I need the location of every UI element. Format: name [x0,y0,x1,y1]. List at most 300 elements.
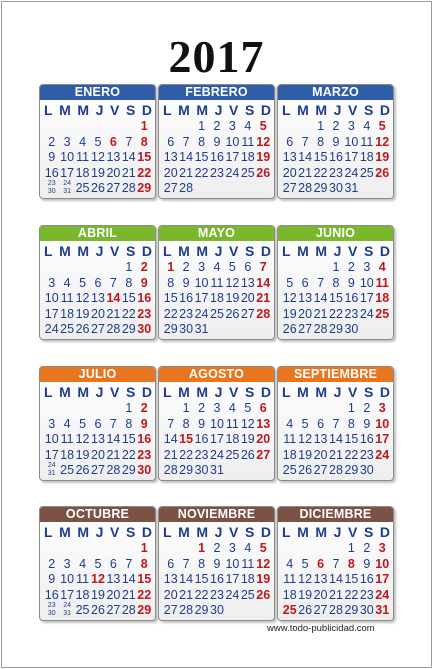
weekday-label: D [379,524,390,540]
weekday-label: L [282,384,291,400]
day-cell: 26 [282,322,297,336]
day-cell: 6 [94,416,102,431]
weekday-label: V [229,524,239,540]
week-row [282,401,390,417]
month-junio [277,225,394,340]
weekday-row [40,100,155,119]
day-cell [240,603,255,619]
day-cell [75,119,90,135]
day-cell: 15 [344,432,359,446]
weekday-label: M [315,524,328,540]
day-cell: 5 [94,556,102,571]
day-cell: 28 [313,322,328,336]
day-cell: 12 [240,416,255,431]
day-cell: 7 [182,134,190,149]
weekday-label: J [333,524,342,540]
day-cell: 24 [359,306,374,321]
month-agosto [158,366,275,481]
day-cell: 8 [167,275,175,290]
day-cell: 26 [298,463,313,477]
day-cell: 11 [76,572,90,586]
day-cell: 30 [137,322,152,336]
weekday-label: S [125,384,136,400]
day-cell: 14 [179,150,194,164]
day-cell [121,541,136,557]
day-cell: 12 [91,572,105,586]
weekday-label: J [95,524,104,540]
week-row [163,557,271,573]
week-row [282,588,390,604]
month-header: JULIO [40,367,155,382]
week-row [282,150,390,166]
day-cell: 7 [125,556,133,571]
day-cell: 2 [347,260,355,274]
day-cell: 15 [344,572,359,586]
day-cell [282,541,297,557]
day-cell: 29 [121,463,136,477]
day-cell: 1 [140,119,148,133]
day-cell: 3 [63,134,71,149]
day-cell: 11 [76,150,90,164]
day-cell: 21 [256,291,271,305]
day-cell: 19 [375,150,390,164]
day-cell: 9 [332,134,340,149]
day-cell: 20 [256,432,271,446]
day-cell: 1 [125,401,133,415]
week-row [44,401,152,417]
day-cell: 22 [137,165,152,180]
weekday-label: S [244,102,255,118]
day-cell: 20 [91,447,105,462]
day-grid [282,401,390,481]
weekday-label: J [333,384,342,400]
day-cell: 23 [194,447,209,462]
day-cell: 7 [182,556,190,571]
day-cell: 27 [91,463,105,477]
day-cell: 19 [256,572,271,586]
weekday-label: D [260,243,271,259]
day-cell: 13 [163,572,178,586]
day-cell: 1 [125,260,133,274]
day-cell [375,181,390,197]
day-cell: 18 [225,432,240,446]
day-cell: 1 [198,119,206,133]
day-cell: 4 [244,119,252,133]
weekday-label: V [348,243,358,259]
day-cell [44,401,59,417]
week-row [163,572,271,588]
day-cell: 10 [359,275,374,290]
day-cell: 25 [359,165,374,180]
week-row [163,276,271,292]
day-cell: 28 [121,181,136,195]
day-cell: 11 [241,134,255,149]
day-cell: 10 [225,134,240,149]
day-cell: 10 [60,572,75,586]
day-cell: 17 [44,447,59,462]
day-cell: 29 [344,603,359,617]
day-cell: 12 [91,150,105,164]
day-cell: 2 [363,401,371,415]
day-cell: 18 [282,587,297,602]
day-cell: 18 [240,150,255,164]
day-cell: 24 31 [63,602,72,617]
day-cell [44,541,59,557]
day-cell: 19 [298,447,313,462]
weekday-label: V [110,243,120,259]
month-header: FEBRERO [159,85,274,100]
day-cell: 27 [106,181,121,195]
day-cell [313,260,328,276]
day-cell: 21 [179,587,194,602]
week-row [44,135,152,151]
day-cell: 8 [317,134,325,149]
day-cell: 29 [313,181,328,195]
day-cell: 23 [359,587,374,602]
day-cell [375,463,390,479]
day-cell: 2 [48,134,56,149]
day-cell: 27 [163,181,178,195]
day-cell: 3 [228,119,236,133]
weekday-label: L [282,243,291,259]
weekday-row [278,382,393,401]
weekday-label: L [163,243,172,259]
week-row [282,572,390,588]
weekday-row [278,100,393,119]
weekday-label: S [244,524,255,540]
week-row [163,432,271,448]
day-cell: 3 [378,541,386,555]
week-row [163,150,271,166]
day-grid [44,541,152,621]
day-cell: 8 [140,134,148,149]
day-cell: 23 [359,447,374,462]
day-cell: 20 [313,447,328,462]
day-cell [178,119,193,135]
day-cell: 7 [125,134,133,149]
day-cell [163,401,178,417]
day-cell: 21 [106,447,121,462]
weekday-label: V [229,102,239,118]
day-grid [163,401,271,481]
day-cell: 22 [194,587,209,602]
day-cell: 29 [329,322,343,336]
weekday-label: M [297,384,309,400]
day-cell: 15 [163,291,178,305]
weekday-row [159,382,274,401]
week-row [44,603,152,619]
day-cell: 21 [106,306,121,321]
day-cell: 25 [210,306,224,321]
day-cell [256,603,271,619]
day-cell: 26 [91,181,105,195]
month-header: AGOSTO [159,367,274,382]
year-title: 2017 [168,31,265,82]
week-row [44,432,152,448]
day-cell: 10 [344,134,359,149]
day-cell: 20 [313,587,328,602]
weekday-label: M [178,243,190,259]
day-cell: 8 [332,275,340,290]
day-cell [178,541,193,557]
day-cell: 21 [313,306,328,321]
day-grid [282,260,390,340]
day-cell: 24 [194,306,209,321]
day-cell: 5 [301,556,309,571]
weekday-label: L [163,102,172,118]
day-cell: 7 [109,416,117,431]
day-cell: 28 [179,181,194,195]
day-cell: 5 [301,416,309,431]
week-row [163,135,271,151]
day-cell: 5 [286,275,294,290]
day-cell: 2 [140,260,148,274]
day-cell: 10 [44,432,59,446]
day-cell: 27 [106,603,121,617]
weekday-label: V [110,384,120,400]
day-cell: 9 [213,134,221,149]
day-cell: 9 [363,556,371,571]
weekday-label: M [178,102,190,118]
day-grid [44,401,152,481]
day-cell: 23 [210,165,224,180]
day-cell: 3 [198,260,206,274]
week-row [44,588,152,604]
month-header: DICIEMBRE [278,507,393,522]
day-cell: 21 [179,165,194,180]
day-cell: 10 [375,556,390,571]
day-cell: 13 [106,150,121,164]
weekday-label: S [125,524,136,540]
day-cell: 22 [121,306,136,321]
day-cell: 12 [256,134,271,149]
day-cell: 1 [317,119,325,133]
weekday-label: S [363,102,374,118]
week-row [163,463,271,479]
day-cell: 26 [75,463,90,477]
week-row [282,260,390,276]
weekday-row [40,241,155,260]
month-header: SEPTIEMBRE [278,367,393,382]
day-cell [313,401,328,417]
weekday-label: M [297,524,309,540]
day-cell: 1 [167,260,175,274]
weekday-label: L [282,524,291,540]
day-cell: 9 [347,275,355,290]
day-cell: 2 [213,119,221,133]
day-cell: 4 [63,275,71,290]
day-cell: 22 [163,306,178,321]
day-cell: 19 [75,306,90,321]
week-row [282,541,390,557]
day-cell: 22 [344,587,359,602]
day-cell: 19 [91,587,105,602]
weekday-label: L [44,524,53,540]
week-row [44,276,152,292]
weekday-label: J [333,102,342,118]
weekday-label: M [59,102,71,118]
day-cell: 6 [109,556,117,571]
day-cell: 6 [109,134,117,149]
day-cell: 4 [213,260,221,274]
day-cell [75,541,90,557]
day-cell: 29 [137,181,152,195]
weekday-label: D [260,102,271,118]
day-cell: 27 [240,306,255,321]
day-cell: 3 [213,401,221,415]
day-cell: 13 [240,275,255,290]
day-cell [297,401,312,417]
day-cell [209,181,224,197]
day-cell: 26 [298,603,313,617]
day-cell: 17 [44,306,59,321]
day-cell: 28 [256,306,271,321]
day-cell [106,541,121,557]
day-cell: 5 [228,260,236,274]
week-row [44,260,152,276]
day-cell: 27 [313,463,328,477]
day-cell: 26 [75,322,90,336]
day-cell [225,322,240,338]
day-cell: 20 [106,165,121,180]
day-cell: 4 [79,134,87,149]
week-row [44,572,152,588]
day-cell: 2 [48,556,56,571]
day-cell: 8 [347,556,355,571]
day-cell: 9 [363,416,371,431]
week-row [282,448,390,464]
day-cell: 29 [137,603,152,617]
day-cell: 23 [329,165,343,180]
week-row [282,119,390,135]
day-cell: 16 [179,291,194,305]
weekday-label: V [229,384,239,400]
day-cell: 24 31 [47,462,56,477]
day-grid [163,119,271,199]
day-cell: 17 [375,432,390,446]
weekday-label: M [297,102,309,118]
weekday-label: M [315,243,328,259]
day-cell [256,181,271,197]
day-cell: 6 [301,275,309,290]
day-cell: 6 [167,134,175,149]
day-cell: 23 30 [47,180,56,195]
day-cell: 28 [163,463,178,477]
day-cell: 5 [79,275,87,290]
day-cell: 19 [256,150,271,164]
day-cell: 15 [121,432,136,446]
day-cell: 23 [137,306,152,321]
day-cell: 24 [225,587,240,602]
day-cell: 25 [240,587,255,602]
day-cell: 28 [121,603,136,617]
day-cell: 13 [313,432,328,446]
day-cell [297,119,312,135]
weekday-label: S [125,102,136,118]
day-cell: 12 [75,291,90,305]
day-cell [75,260,90,276]
day-cell: 15 [179,432,194,446]
day-cell: 12 [375,134,390,149]
day-cell: 29 [179,463,194,477]
weekday-label: M [59,384,71,400]
week-row [282,307,390,323]
day-cell: 25 [240,165,255,180]
day-cell: 16 [210,150,224,164]
day-cell: 3 [363,260,371,274]
day-cell: 30 [210,603,224,617]
day-cell: 22 [194,165,209,180]
day-cell: 4 [378,260,386,274]
day-cell: 1 [347,401,355,415]
day-cell: 20 [240,291,255,305]
weekday-label: M [178,524,190,540]
day-cell [297,541,312,557]
day-cell: 23 [137,447,152,462]
day-cell [90,260,105,276]
day-cell: 9 [48,150,56,164]
day-cell: 4 [286,416,294,431]
day-cell: 6 [167,556,175,571]
day-cell [282,401,297,417]
day-cell: 25 [75,603,90,617]
weekday-label: M [77,524,90,540]
day-cell: 5 [244,401,252,415]
week-row [282,135,390,151]
day-cell: 22 [344,447,359,462]
month-abril [39,225,156,340]
day-cell: 11 [360,134,374,149]
day-cell: 19 [91,165,105,180]
week-row [44,119,152,135]
weekday-label: L [163,384,172,400]
day-cell [59,401,74,417]
day-cell: 11 [283,432,297,446]
day-grid [282,119,390,199]
day-cell: 4 [79,556,87,571]
week-row [282,417,390,433]
day-cell: 11 [210,275,224,290]
week-row [282,166,390,182]
day-cell: 16 [194,432,209,446]
day-cell [90,401,105,417]
day-cell: 1 [347,541,355,555]
day-cell: 8 [140,556,148,571]
day-cell: 28 [179,603,194,617]
weekday-label: M [77,243,90,259]
day-cell: 1 [332,260,340,274]
day-cell: 3 [63,556,71,571]
day-cell: 11 [60,432,74,446]
month-header: OCTUBRE [40,507,155,522]
day-cell [44,119,59,135]
weekday-label: D [141,524,152,540]
weekday-label: J [95,384,104,400]
day-cell [163,119,178,135]
day-cell: 18 [375,291,390,305]
day-cell: 13 [282,150,297,164]
day-cell: 17 [210,432,224,446]
day-cell: 17 [60,165,75,180]
weekday-row [40,522,155,541]
day-cell: 14 [329,432,343,446]
day-cell [313,541,328,557]
day-cell: 25 [282,463,297,477]
day-cell: 20 [298,306,313,321]
day-cell: 28 [329,603,343,617]
weekday-label: D [379,384,390,400]
day-cell: 15 [137,572,152,586]
